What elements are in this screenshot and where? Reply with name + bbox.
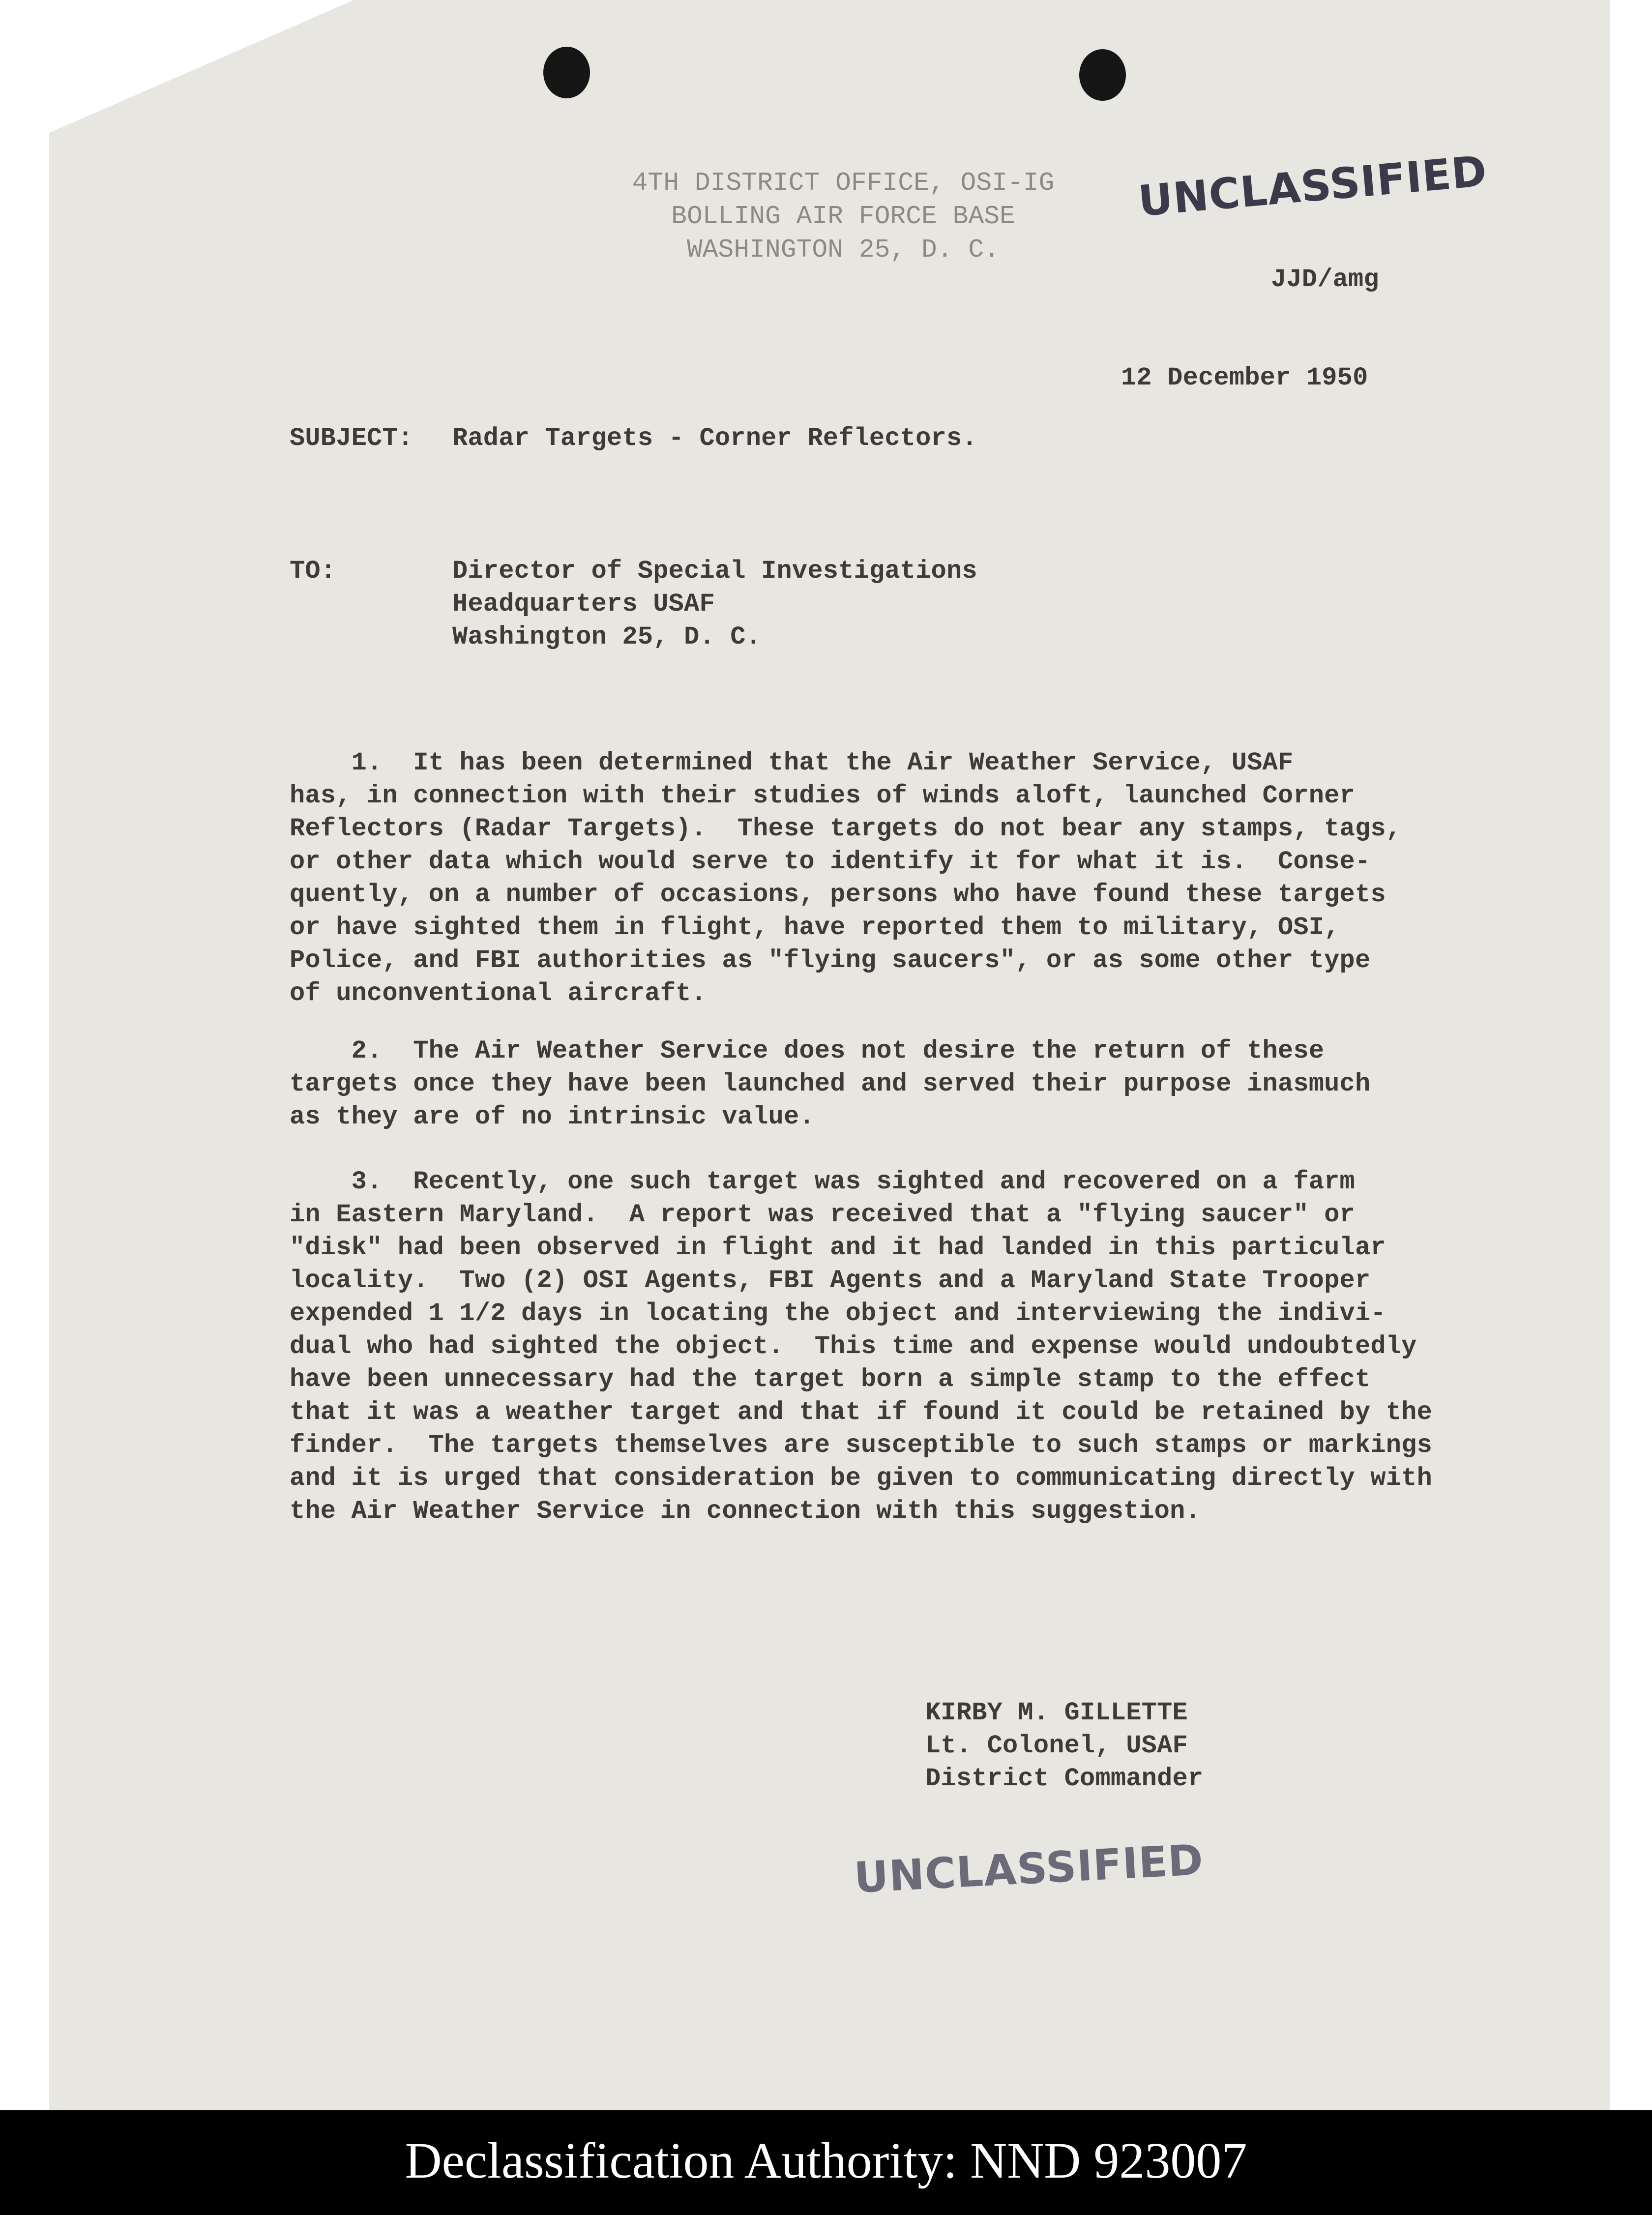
subject: Radar Targets - Corner Reflectors. <box>452 424 977 453</box>
signature-block <box>925 1696 1203 1795</box>
paragraph-1 <box>290 746 1401 1010</box>
paragraph-line: expended 1 1/2 days in locating the object and interviewing the indivi- <box>290 1299 1386 1328</box>
signer-rank: Lt. Colonel, USAF <box>925 1731 1188 1760</box>
paragraph-line: finder. The targets themselves are susceptible to such stamps or markings <box>290 1431 1432 1460</box>
punch-hole <box>543 47 590 98</box>
address-line: Washington 25, D. C. <box>452 622 762 651</box>
subject-label: SUBJECT: <box>290 424 413 453</box>
paragraph-line: locality. Two (2) OSI Agents, FBI Agents and a Maryland State Trooper <box>290 1266 1371 1295</box>
paragraph-2 <box>290 1034 1370 1133</box>
paragraph-line: or have sighted them in flight, have reported them to military, OSI, <box>290 913 1340 942</box>
date: 12 December 1950 <box>1121 363 1368 392</box>
unclassified-stamp-top: UNCLASSIFIED <box>1136 147 1489 226</box>
paragraph-line: Police, and FBI authorities as "flying saucers", or as some other type <box>290 946 1371 975</box>
address-line: Director of Special Investigations <box>452 557 977 586</box>
letterhead-line: BOLLING AIR FORCE BASE <box>671 202 1015 231</box>
paragraph-line: of unconventional aircraft. <box>290 979 707 1008</box>
paragraph-line: targets once they have been launched and served their purpose inasmuch <box>290 1069 1371 1098</box>
paragraph-line: "disk" had been observed in flight and it had landed in this particular <box>290 1233 1386 1262</box>
paragraph-line: or other data which would serve to identify it for what it is. Conse- <box>290 847 1371 876</box>
to-label: TO: <box>290 557 336 586</box>
paragraph-line: Reflectors (Radar Targets). These targets do not bear any stamps, tags, <box>290 814 1402 843</box>
letterhead <box>590 166 1096 266</box>
punch-hole <box>1079 49 1126 101</box>
paragraph-line: have been unnecessary had the target born a simple stamp to the effect <box>290 1365 1371 1394</box>
paragraph-3 <box>290 1165 1432 1528</box>
paragraph-line: has, in connection with their studies of winds aloft, launched Corner <box>290 781 1355 810</box>
letterhead-line: WASHINGTON 25, D. C. <box>686 235 1000 265</box>
paragraph-line: the Air Weather Service in connection with this suggestion. <box>290 1497 1201 1526</box>
paragraph-line: 3. Recently, one such target was sighted and recovered on a farm <box>290 1167 1355 1196</box>
paragraph-line: in Eastern Maryland. A report was received that a "flying saucer" or <box>290 1200 1355 1229</box>
signer-name: KIRBY M. GILLETTE <box>925 1698 1188 1727</box>
letterhead-line: 4TH DISTRICT OFFICE, OSI-IG <box>632 168 1055 198</box>
paragraph-line: dual who had sighted the object. This time and expense would undoubtedly <box>290 1332 1417 1361</box>
address-line: Headquarters USAF <box>452 590 715 619</box>
signer-title: District Commander <box>925 1764 1204 1793</box>
paragraph-line: quently, on a number of occasions, persons who have found these targets <box>290 880 1386 909</box>
paragraph-line: 2. The Air Weather Service does not desire the return of these <box>290 1036 1325 1065</box>
reference-initials: JJD/amg <box>1271 265 1379 294</box>
paragraph-line: that it was a weather target and that if found it could be retained by the <box>290 1398 1432 1427</box>
unclassified-stamp-bottom: UNCLASSIFIED <box>853 1835 1205 1903</box>
paragraph-line: and it is urged that consideration be given to communicating directly with <box>290 1464 1432 1493</box>
paragraph-line: 1. It has been determined that the Air Weather Service, USAF <box>290 748 1294 777</box>
to-address <box>452 555 977 653</box>
paragraph-line: as they are of no intrinsic value. <box>290 1102 815 1131</box>
declassification-caption: Declassification Authority: NND 923007 <box>405 2132 1247 2189</box>
